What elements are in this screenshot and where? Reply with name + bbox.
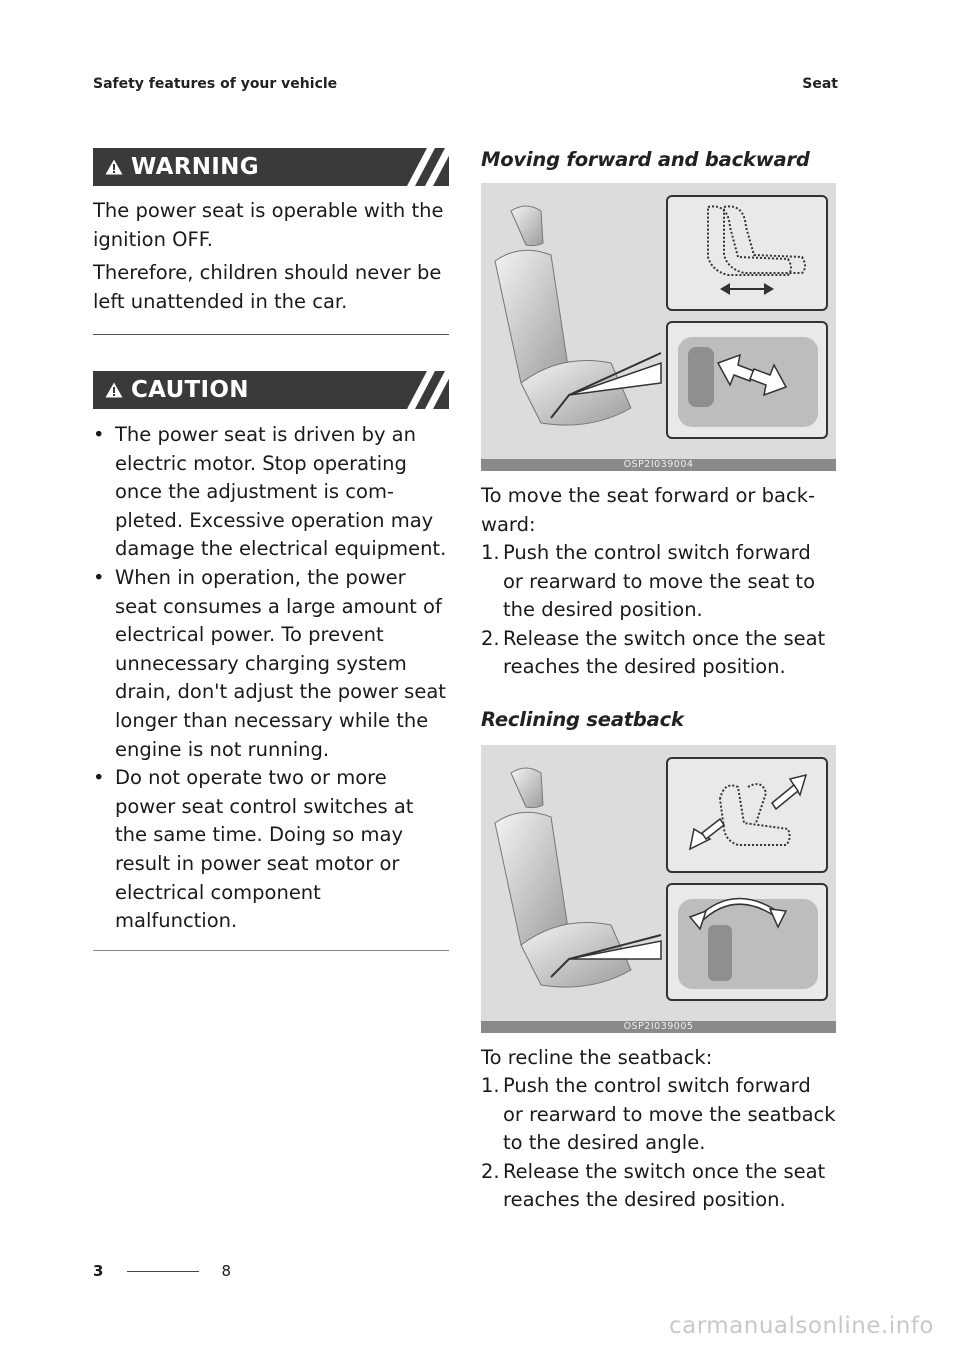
switch-inset: [666, 883, 828, 1001]
caution-list: [93, 421, 449, 936]
section-title-reclining: Reclining seatback: [481, 707, 684, 731]
caution-title: CAUTION: [131, 377, 249, 403]
seat-motion-inset: [666, 195, 828, 311]
section-divider: [93, 950, 449, 951]
bullet-marker: •: [93, 565, 105, 589]
moving-intro: To move the seat forward or back-ward:: [481, 484, 816, 536]
list-item: • When in operation, the power seat consumes a large amount of electrical power. To prevent unnecessary charging system drain, don't adjust the power seat longer than necessary while the engine is not running.: [93, 565, 446, 761]
running-header-section: Safety features of your vehicle: [93, 76, 338, 92]
bullet-marker: •: [93, 423, 105, 446]
banner-stripes-decoration: [387, 148, 449, 186]
figure-code: OSP2I039005: [481, 1021, 836, 1033]
reclining-steps: [481, 1072, 836, 1215]
warning-title: WARNING: [131, 154, 259, 180]
reclining-intro: To recline the seatback:: [481, 1045, 713, 1069]
forward-backward-arrow-icon: [668, 197, 826, 309]
list-item: 1. Push the control switch forward or rearward to move the seat to the desired position.: [481, 541, 816, 622]
switch-rotate-arrow-icon: [668, 885, 826, 999]
recline-arrow-icon: [668, 759, 826, 871]
page-number: 8: [221, 1262, 231, 1280]
chapter-number: 3: [93, 1262, 104, 1280]
figure-code: OSP2I039004: [481, 459, 836, 471]
switch-inset: [666, 321, 828, 439]
right-column: [481, 148, 836, 1215]
moving-steps: [481, 539, 836, 682]
seat-recline-figure: [481, 745, 836, 1033]
warning-banner: [93, 148, 449, 186]
left-column: [93, 148, 449, 951]
list-item: • Do not operate two or more power seat control switches at the same time. Doing so may result in power seat motor or electrical component malfunction.: [93, 766, 414, 933]
bullet-marker: •: [93, 766, 105, 790]
warning-triangle-icon: [105, 159, 123, 175]
seat-slide-figure: [481, 183, 836, 471]
seat-motion-inset: [666, 757, 828, 873]
switch-arrows-icon: [668, 323, 826, 437]
page-footer: [93, 1262, 231, 1280]
running-header-topic: Seat: [802, 76, 838, 92]
caution-banner: [93, 371, 449, 409]
section-title-moving: Moving forward and backward: [481, 148, 810, 171]
banner-stripes-decoration: [387, 371, 449, 409]
warning-triangle-icon: [105, 382, 123, 398]
list-item: 2. Release the switch once the seat reaches the desired position.: [481, 626, 826, 679]
warning-paragraph: The power seat is operable with the ignition OFF.: [93, 199, 444, 251]
watermark: carmanualsonline.info: [668, 1313, 934, 1339]
list-item: 1. Push the control switch forward or rearward to move the seatback to the desired angle.: [481, 1073, 836, 1155]
warning-paragraph: Therefore, children should never be left unattended in the car.: [93, 261, 442, 313]
footer-divider: [127, 1271, 199, 1272]
list-item: • The power seat is driven by an electric motor. Stop operating once the adjustment is com-pleted. Excessive operation may damage the electrical equipment.: [93, 423, 447, 561]
list-item: 2. Release the switch once the seat reaches the desired position.: [481, 1159, 826, 1212]
